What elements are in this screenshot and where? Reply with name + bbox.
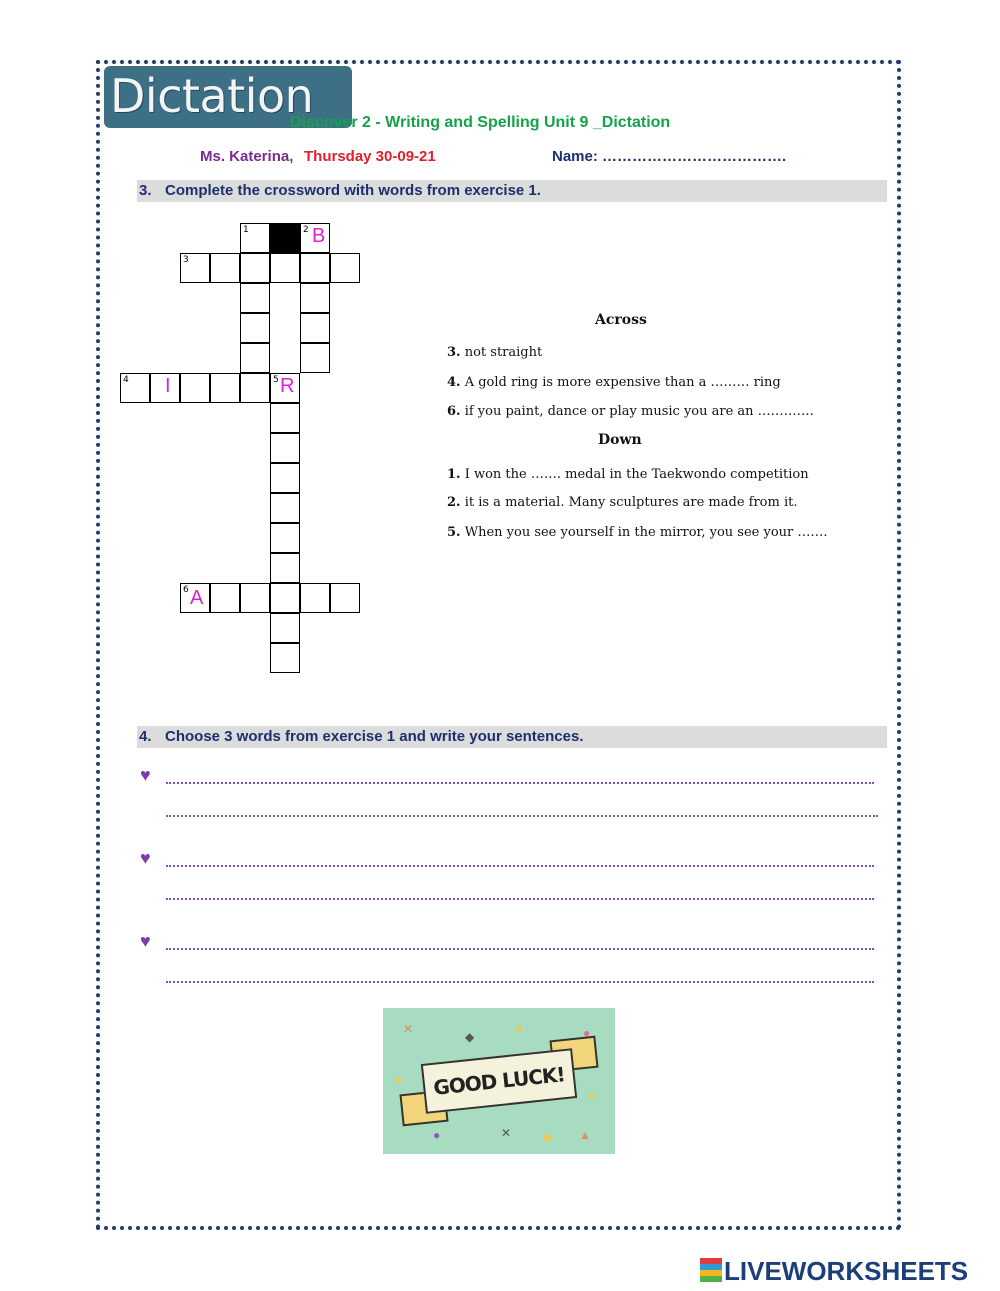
logo-text: Dictation <box>110 69 314 123</box>
clue-number-6: 6 <box>183 585 189 595</box>
student-name-field[interactable]: Name: ………………………………. <box>552 148 787 165</box>
crossword-cell[interactable] <box>300 343 330 373</box>
clue-number-5: 5 <box>273 375 279 385</box>
filled-letter-b: B <box>312 225 326 247</box>
exercise-3-heading <box>137 180 887 202</box>
crossword-cell[interactable] <box>240 343 270 373</box>
across-clue-3: 3. not straight <box>447 345 543 360</box>
good-luck-illustration <box>383 1008 615 1154</box>
filled-letter-i: I <box>165 375 171 397</box>
crossword-cell[interactable] <box>330 583 360 613</box>
heart-bullet-icon: ♥ <box>140 765 151 785</box>
clue-number-2: 2 <box>303 225 309 235</box>
sentence-1-line-1[interactable] <box>166 782 874 784</box>
teacher-name: Ms. Katerina, <box>200 148 294 165</box>
filled-letter-r: R <box>280 375 295 397</box>
liveworksheets-logo-icon <box>700 1258 722 1282</box>
confetti-icon: ▲ <box>579 1128 591 1142</box>
confetti-icon: ▲ <box>513 1020 525 1034</box>
crossword-block <box>270 223 300 253</box>
sentence-2-line-1[interactable] <box>166 865 874 867</box>
crossword-cell[interactable] <box>270 643 300 673</box>
across-clue-6: 6. if you paint, dance or play music you are an …………. <box>447 404 814 419</box>
exercise-3-instruction: Complete the crossword with words from exercise 1. <box>165 182 541 199</box>
clue-number-4: 4 <box>123 375 129 385</box>
crossword-cell[interactable] <box>300 583 330 613</box>
exercise-4-number: 4. <box>139 728 152 745</box>
crossword-cell[interactable] <box>270 613 300 643</box>
crossword-cell[interactable] <box>240 283 270 313</box>
down-heading: Down <box>598 432 642 448</box>
exercise-4-heading <box>137 726 887 748</box>
across-clue-4: 4. A gold ring is more expensive than a ……… ring <box>447 375 781 390</box>
crossword-cell[interactable] <box>270 523 300 553</box>
sentence-2-line-2[interactable] <box>166 898 874 900</box>
across-heading: Across <box>595 312 647 328</box>
crossword-cell[interactable] <box>270 553 300 583</box>
crossword-cell[interactable] <box>300 253 330 283</box>
crossword-cell[interactable] <box>210 253 240 283</box>
crossword-cell[interactable] <box>270 463 300 493</box>
crossword-cell[interactable] <box>300 313 330 343</box>
good-luck-banner: GOOD LUCK! <box>421 1048 577 1114</box>
heart-bullet-icon: ♥ <box>140 931 151 951</box>
confetti-icon: ● <box>433 1128 441 1142</box>
down-clue-5: 5. When you see yourself in the mirror, you see your ……. <box>447 525 828 540</box>
clue-number-1: 1 <box>243 225 249 235</box>
crossword-cell[interactable] <box>330 253 360 283</box>
crossword-cell[interactable] <box>270 493 300 523</box>
confetti-icon: ● <box>395 1072 403 1086</box>
crossword-cell[interactable] <box>270 583 300 613</box>
crossword-cell[interactable] <box>270 433 300 463</box>
exercise-4-instruction: Choose 3 words from exercise 1 and write your sentences. <box>165 728 584 745</box>
crossword-cell[interactable] <box>210 583 240 613</box>
sentence-3-line-1[interactable] <box>166 948 874 950</box>
crossword-cell[interactable] <box>240 253 270 283</box>
crossword-cell[interactable] <box>240 373 270 403</box>
down-clue-2: 2. it is a material. Many sculptures are made from it. <box>447 495 798 510</box>
sentence-1-line-2[interactable] <box>166 815 878 817</box>
filled-letter-a: A <box>190 587 204 609</box>
confetti-icon: ✕ <box>501 1126 512 1140</box>
brand-text: LIVEWORKSHEETS <box>724 1256 969 1286</box>
crossword-cell[interactable] <box>300 283 330 313</box>
sentence-3-line-2[interactable] <box>166 981 874 983</box>
confetti-icon: ✕ <box>403 1022 414 1036</box>
crossword-cell[interactable] <box>270 403 300 433</box>
crossword-cell[interactable] <box>270 253 300 283</box>
exercise-3-number: 3. <box>139 182 152 199</box>
confetti-icon: ● <box>588 1088 596 1102</box>
crossword-cell[interactable] <box>210 373 240 403</box>
confetti-icon: ◆ <box>543 1130 553 1144</box>
worksheet-date: Thursday 30-09-21 <box>304 148 436 165</box>
worksheet-title: Discover 2 - Writing and Spelling Unit 9 _Dictation <box>290 114 671 131</box>
clue-number-3: 3 <box>183 255 189 265</box>
down-clue-1: 1. I won the ……. medal in the Taekwondo competition <box>447 467 809 482</box>
crossword-cell[interactable] <box>240 583 270 613</box>
crossword-cell[interactable] <box>240 313 270 343</box>
heart-bullet-icon: ♥ <box>140 848 151 868</box>
crossword-cell[interactable] <box>180 373 210 403</box>
confetti-icon: ◆ <box>465 1030 475 1044</box>
confetti-icon: ● <box>583 1026 591 1040</box>
